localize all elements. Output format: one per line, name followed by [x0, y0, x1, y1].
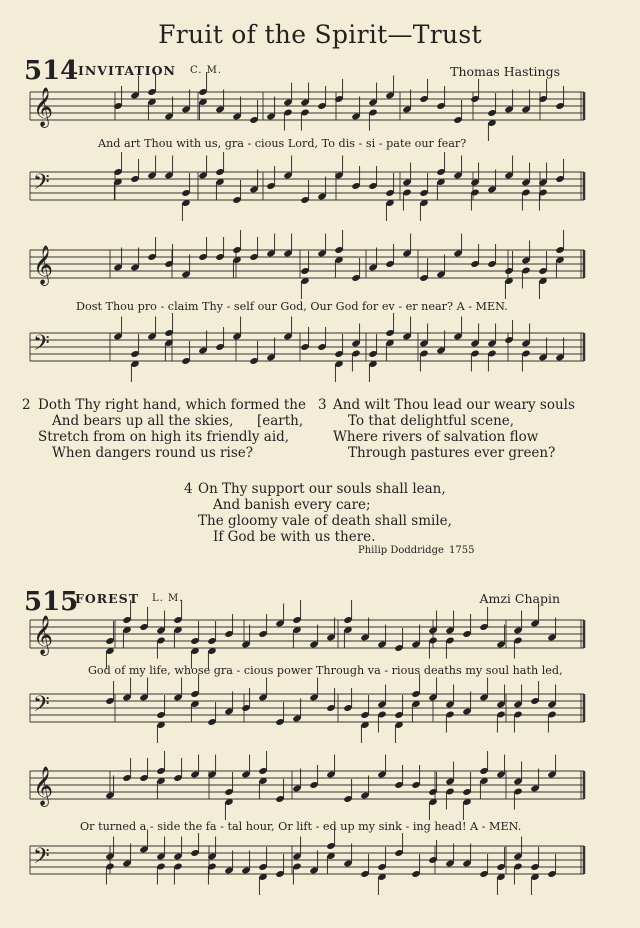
treble-clef-icon: 𝄞 [33, 87, 54, 127]
verse-3-number: 3 [318, 397, 327, 413]
bass-clef-icon: 𝄢 [33, 331, 50, 361]
composer-514: Thomas Hastings [450, 64, 560, 79]
verse-2-number: 2 [22, 397, 31, 413]
meter-514: C. M. [190, 65, 223, 76]
composer-515: Amzi Chapin [479, 591, 560, 606]
verse-4-line-3: The gloomy vale of death shall smile, [198, 513, 452, 529]
tune-name-515: FOREST [75, 591, 140, 606]
verse-2-line-1: Doth Thy right hand, which formed the [38, 397, 306, 413]
bass-clef-icon: 𝄢 [33, 844, 50, 874]
bass-clef-icon: 𝄢 [33, 170, 50, 200]
hymn-number-514: 514 [24, 56, 79, 86]
verse-4-line-1: On Thy support our souls shall lean, [198, 481, 446, 497]
verse-2-line-2: And bears up all the skies, [52, 413, 234, 429]
verse-2-carry: [earth, [257, 413, 304, 429]
verse-3-line-4: Through pastures ever green? [348, 445, 556, 461]
bass-clef-icon: 𝄢 [33, 692, 50, 722]
verse-4-line-2: And banish every care; [213, 497, 371, 513]
text-author-year: 1755 [449, 545, 475, 556]
treble-clef-icon: 𝄞 [33, 245, 54, 285]
tune-name-514: INVITATION [78, 63, 176, 78]
verse-3-line-3: Where rivers of salvation flow [333, 429, 539, 445]
treble-clef-icon: 𝄞 [33, 615, 54, 655]
verse-2-line-4: When dangers round us rise? [52, 445, 253, 461]
text-author-credit: Philip Doddridge [358, 545, 444, 556]
verse-3-line-1: And wilt Thou lead our weary souls [333, 397, 575, 413]
meter-515: L. M. [152, 593, 184, 604]
page-title: Fruit of the Spirit—Trust [158, 20, 482, 49]
hymn-number-515: 515 [24, 587, 79, 617]
lyric-line-515-1: God of my life, whose gra - cious power Through va - rious deaths my soul hath led, [88, 664, 563, 677]
treble-clef-icon: 𝄞 [33, 766, 54, 806]
lyric-line-515-2: Or turned a - side the fa - tal hour, Or lift - ed up my sink - ing head! A - MEN. [80, 820, 522, 833]
verse-2-line-3: Stretch from on high its friendly aid, [38, 429, 290, 445]
verse-3-line-2: To that delightful scene, [348, 413, 515, 429]
lyric-line-514-1: And art Thou with us, gra - cious Lord, To dis - si - pate our fear? [98, 137, 467, 150]
verse-4-line-4: If God be with us there. [213, 529, 376, 545]
verse-4-number: 4 [184, 481, 193, 497]
lyric-line-514-2: Dost Thou pro - claim Thy - self our God, Our God for ev - er near? A - MEN. [76, 300, 508, 313]
